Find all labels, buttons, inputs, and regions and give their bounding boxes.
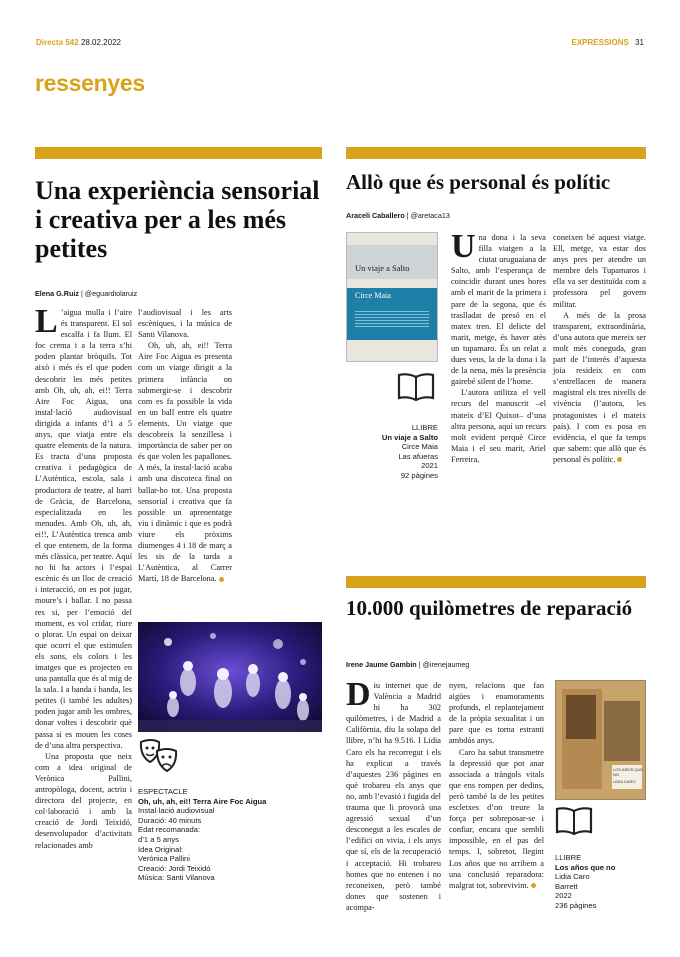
section-title: ressenyes bbox=[35, 70, 145, 96]
article3-author: Irene Jaume Gambin bbox=[346, 660, 417, 669]
article1-col1 bbox=[35, 303, 132, 851]
article3-info-name: Los años que no bbox=[555, 862, 616, 872]
article1-info-line: Verònica Pallini bbox=[138, 854, 190, 864]
article2-handle: | @aretaca13 bbox=[406, 211, 450, 220]
article3-info-line: Lidia Caro bbox=[555, 872, 590, 882]
article1-dropcap: L bbox=[35, 303, 58, 340]
article3-handle: | @irenejaumeg bbox=[418, 660, 470, 669]
cover-title: LOS AÑOS QUE NO bbox=[613, 767, 644, 777]
article2-info-kind: LLIBRE bbox=[411, 423, 438, 432]
publication-date: 28.02.2022 bbox=[80, 38, 121, 47]
article3-dropcap: D bbox=[346, 676, 371, 713]
article1-col2 bbox=[138, 307, 232, 584]
article1-col1-p1: ’aigua mulla i l’aire és transparent. El sol escalfa i fa llum. El foc crema i a la terra s’hi poden plantar bròquils. Tot això i més és el que poden descobrir les més petites amb Oh, uh, ah, ei!! Terra Aire Foc Aigua, una instal·lació audiovisual dirigida a infants d’1 a 5 anys, que viatja entre els quatre elements de la natura. Es tracta d’una proposta creativa i pedagògica de L’Autèntica, escola, sala i productora de teatre, al barri de Gràcia, de Barcelona, especialitzada en les menudes. Amb Oh, uh, ah, ei!!, L’Autèntica trenca amb el que entenem, de la forma més clàssica, per teatre. Aquí no hi ha actors i l’espai escènic és un lloc de creació i interacció, on es pot jugar, moure’s i ballar. I no passa res si, per l’emoció del moment, es vol cridar, riure o plorar. Un espai on deixar que ocorri el que estimulen els sons, els colors i les imatges que es projecten en una pantalla que és al mig de la sala. I a banda i banda, les petites (i també les adultes) poden jugar amb les ombres, donar voltes i descobrir què passa si es mouen les coses de d’una altra perspectiva. bbox=[35, 308, 132, 750]
page-number: 31 bbox=[635, 38, 644, 47]
performance-photo bbox=[138, 622, 322, 732]
page-header-left bbox=[36, 38, 121, 47]
book-icon bbox=[397, 372, 435, 402]
article1-col1-p2: Una proposta que neix com a idea original de Verònica Pallini, antropòloga, docent, actriu i directora del projecte, en col·laboració i amb la creació de Jordi Teixidó, desenvolupador d’activitats relacionades amb bbox=[35, 751, 132, 850]
article1-byline bbox=[35, 289, 137, 298]
article2-byline bbox=[346, 211, 450, 220]
book-cover-un-viaje-a-salto bbox=[346, 232, 438, 362]
article3-col2-p2: Caro ha sabut transmetre la depressió que pot anar associada a tràngols vitals que ens rompen per dedins, però també la de les petites escletxes d’on treure la força per sobreposar-se i confiar, encara que sembli impossible, en el pas del temps. I, sobretot, llegint Los años que no arribem a una conclusió reparadora: malgrat tot, sobrevivim. bbox=[449, 747, 544, 890]
article3-info-line: Barrett bbox=[555, 881, 578, 891]
article1-handle: | @eguardiolaruiz bbox=[80, 289, 138, 298]
section-name: EXPRESSIONS bbox=[571, 38, 629, 47]
end-mark-icon bbox=[531, 883, 536, 888]
article2-info-line: Las afueras bbox=[398, 451, 438, 461]
cover-author: Circe Maia bbox=[355, 291, 391, 300]
article1-info-line: Instal·lació audiovisual bbox=[138, 806, 215, 816]
article1-title: Una experiència sensorial i creativa per a les més petites bbox=[35, 176, 320, 263]
article2-col2 bbox=[553, 232, 646, 465]
article2-col1 bbox=[451, 228, 546, 465]
article3-info-line: 2022 bbox=[555, 891, 572, 901]
article3-col1-p1: iu internet que de València a Madrid hi ha 302 quilòmetres, i de Madrid a Califòrnia, diu la solapa del llibre, n’hi ha 9.516. I Lidia Caro els ha recorregut i els ha explicat a través d’aquestes 236 pàgines en què trobareu els anys que no, amb l’evasió i fugida del trauma que li provocà una agressió sexual d’un desconegut a les escales de l’edifici on vivia, i els anys que sí, els de la recuperació i acceptació. Hi trobareu homes que no entenen i no reconeixen, però també dones que sostenen i acompa- bbox=[346, 681, 441, 912]
article3-byline bbox=[346, 660, 469, 669]
theater-masks-icon bbox=[138, 738, 180, 776]
article2-info-line: Circe Maia bbox=[401, 442, 438, 452]
book-cover-los-anos-que-no bbox=[555, 680, 646, 800]
article1-info-line: d’1 a 5 anys bbox=[138, 834, 179, 844]
article1-info-box bbox=[138, 787, 268, 883]
article3-col2 bbox=[449, 680, 544, 891]
article2-title: Allò que és personal és polític bbox=[346, 170, 611, 194]
article1-info-line: Música: Santi Vilanova bbox=[138, 873, 215, 883]
cover-title: Un viaje a Salto bbox=[355, 263, 410, 273]
article1-author: Elena G.Ruiz bbox=[35, 289, 79, 298]
article1-info-line: Creació: Jordi Teixidó bbox=[138, 863, 211, 873]
article2-col1-p1: na dona i la seva filla viatgen a la ciutat uruguaiana de Salto, amb l’esperança de coincidir durant unes hores amb el marit de la primera i pare de la segona, que és traslladat de presó en el matex tren. El delicte del marit, metge, és haver atès un tupamaro. És un relat a dues veus, la de la dona i la de la nena, més la presència gairebé silent de l’home. bbox=[451, 233, 546, 387]
article3-bar bbox=[346, 576, 646, 588]
page-header-right bbox=[572, 38, 645, 47]
article2-bar bbox=[346, 147, 646, 159]
article2-col2-p1: coneixen bé aquest viatge. Ell, metge, va estar dos anys pres per atendre un membre dels Tupamaros i ella va ser destituïda com a professora pel govern militar. bbox=[553, 233, 646, 309]
article2-col2-p2: A més de la prosa transparent, extraordinària, d’una autora que mereix ser molt més coneguda, gran part de l’interès d’aquesta joia resideix en com s’entrellacen de manera magistral els tres nivells de vivència (l’autora, les protagonistes i el mateix país). I com es posa en evidència, el que fa temps que sabem: que allò que és personal és polític. bbox=[553, 310, 646, 464]
article2-info-box bbox=[346, 423, 438, 481]
article3-col1 bbox=[346, 676, 441, 913]
article3-info-line: 236 pàgines bbox=[555, 900, 597, 910]
article2-info-name: Un viaje a Salto bbox=[381, 432, 438, 442]
article1-col2-p1: l’audiovisual i les arts escèniques, i la música de Santi Vilanova. bbox=[138, 308, 232, 340]
article1-col2-p2: Oh, uh, ah, ei!! Terra Aire Foc Aigua es presenta com un viatge dirigit a la primera infància on submergir-se i descobrir com es fa possible la vida en un ball entre els quatre elements. Un viatge que descobreix la senzillesa i importància de saber per on és que volen les papallones. A més, la instal·lació acaba amb una discoteca final on ballar-ho tot. Una proposta sensorial i creativa que fa possible un aprenentatge viu i dinàmic i que es podrà viure els pròxims diumenges 4 i 18 de març a les sis de la tarda a L’Autèntica, al Carrer Martí, 18 de Barcelona. bbox=[138, 341, 232, 584]
article1-info-name: Oh, uh, ah, ei!! Terra Aire Foc Aigua bbox=[138, 796, 267, 806]
book-icon bbox=[555, 806, 593, 836]
article2-col1-p2: L’autora utilitza el vell recurs del manuscrit –el mateix d’El Quixot– d’una altra persona, aquí un recurs molt evident perquè Circe Maia i el seu marit, Ariel Ferreira, bbox=[451, 388, 546, 464]
article1-bar bbox=[35, 147, 322, 159]
article2-info-line: 2021 bbox=[421, 461, 438, 471]
article3-info-kind: LLIBRE bbox=[555, 853, 582, 862]
article1-info-line: Edat recomanada: bbox=[138, 825, 201, 835]
end-mark-icon bbox=[219, 577, 224, 582]
article1-info-line: Idea Original: bbox=[138, 844, 184, 854]
cover-author: LIDIA CARO bbox=[613, 779, 636, 784]
article3-title: 10.000 quilòmetres de reparació bbox=[346, 596, 633, 620]
article3-info-box bbox=[555, 853, 647, 911]
article2-dropcap: U bbox=[451, 228, 476, 265]
article1-info-kind: ESPECTACLE bbox=[138, 787, 188, 796]
publication-issue: Directa 542 bbox=[36, 38, 79, 47]
article3-col2-p1: nyen, relacions que fan aigües i enamoraments profunds, el replantejament de la pròpia sexualitat i un pare que es torna estranti ambdós anys. bbox=[449, 681, 544, 746]
article2-author: Araceli Caballero bbox=[346, 211, 405, 220]
end-mark-icon bbox=[617, 457, 622, 462]
article2-info-line: 92 pàgines bbox=[400, 470, 438, 480]
article1-info-line: Duració: 40 minuts bbox=[138, 815, 202, 825]
